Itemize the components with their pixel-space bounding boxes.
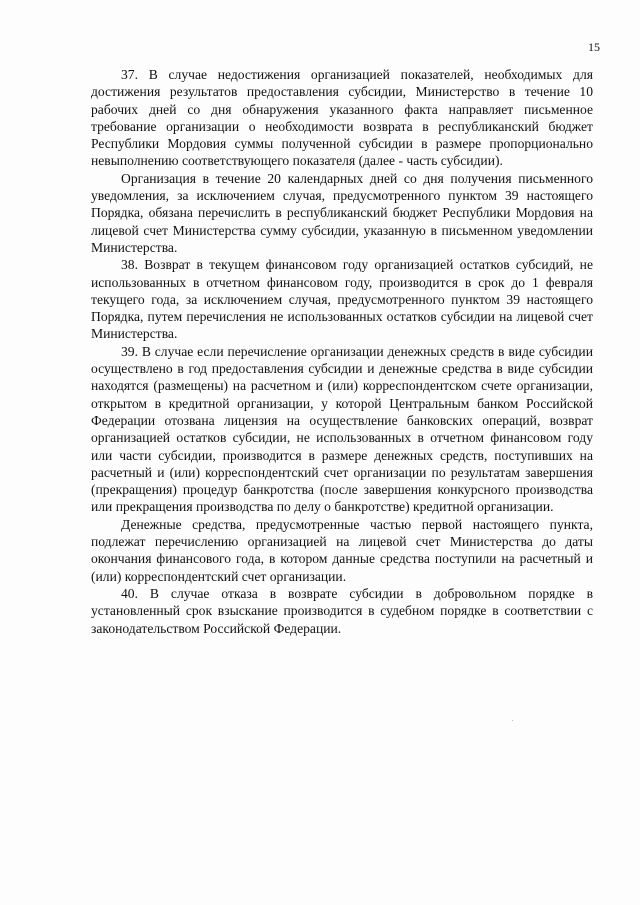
- paragraph-38: 38. Возврат в текущем финансовом году организацией остатков субсидий, не использованных в отчетном финансовом году, производится в срок до 1 февраля текущего года, за исключением случая, предусмотренного пунктом 39 настоящего Порядка, путем перечисления не использованных остатков субсидии на лицевой счет Министерства.: [91, 257, 593, 342]
- scan-speck: [512, 720, 513, 721]
- paragraph-37-part-2: Организация в течение 20 календарных дней со дня получения письменного уведомления, за исключением случая, предусмотренного пунктом 39 настоящего Порядка, обязана перечислить в республиканский бюджет Республики Мордовия на лицевой счет Министерства сумму субсидии, указанную в письменном уведомлении Министерства.: [91, 170, 593, 255]
- paragraph-39-part-2: Денежные средства, предусмотренные частью первой настоящего пункта, подлежат перечислению организацией на лицевой счет Министерства до даты окончания финансового года, в котором данные средства поступили на расчетный и (или) корреспондентский счет организации.: [91, 516, 593, 584]
- paragraph-37: 37. В случае недостижения организацией показателей, необходимых для достижения результатов предоставления субсидии, Министерство в течение 10 рабочих дней со дня обнаружения указанного факта направляет письменное требование организации о необходимости возврата в республиканский бюджет Республики Мордовия суммы полученной субсидии в размере пропорционально невыполнению соответствующего показателя (далее - часть субсидии).: [91, 67, 593, 169]
- paragraph-39: 39. В случае если перечисление организации денежных средств в виде субсидии осуществлено в год предоставления субсидии и денежные средства в виде субсидии находятся (размещены) на расчетном и (или) корреспондентском счете организации, открытом в кредитной организации, у которой Центральным банком Российской Федерации отозвана лицензия на осуществление банковских операций, возврат организацией остатков субсидии, не использованных в отчетном финансовом году или части субсидии, производится в размере денежных средств, поступивших на расчетный и (или) корреспондентский счет организации по результатам завершения (прекращения) процедур банкротства (после завершения конкурсного производства или прекращения производства по делу о банкротстве) кредитной организации.: [91, 343, 593, 515]
- page-number: 15: [588, 40, 600, 54]
- paragraph-40: 40. В случае отказа в возврате субсидии в добровольном порядке в установленный срок взыскание производится в судебном порядке в соответствии с законодательством Российской Федерации.: [91, 585, 593, 636]
- document-body: [91, 66, 593, 637]
